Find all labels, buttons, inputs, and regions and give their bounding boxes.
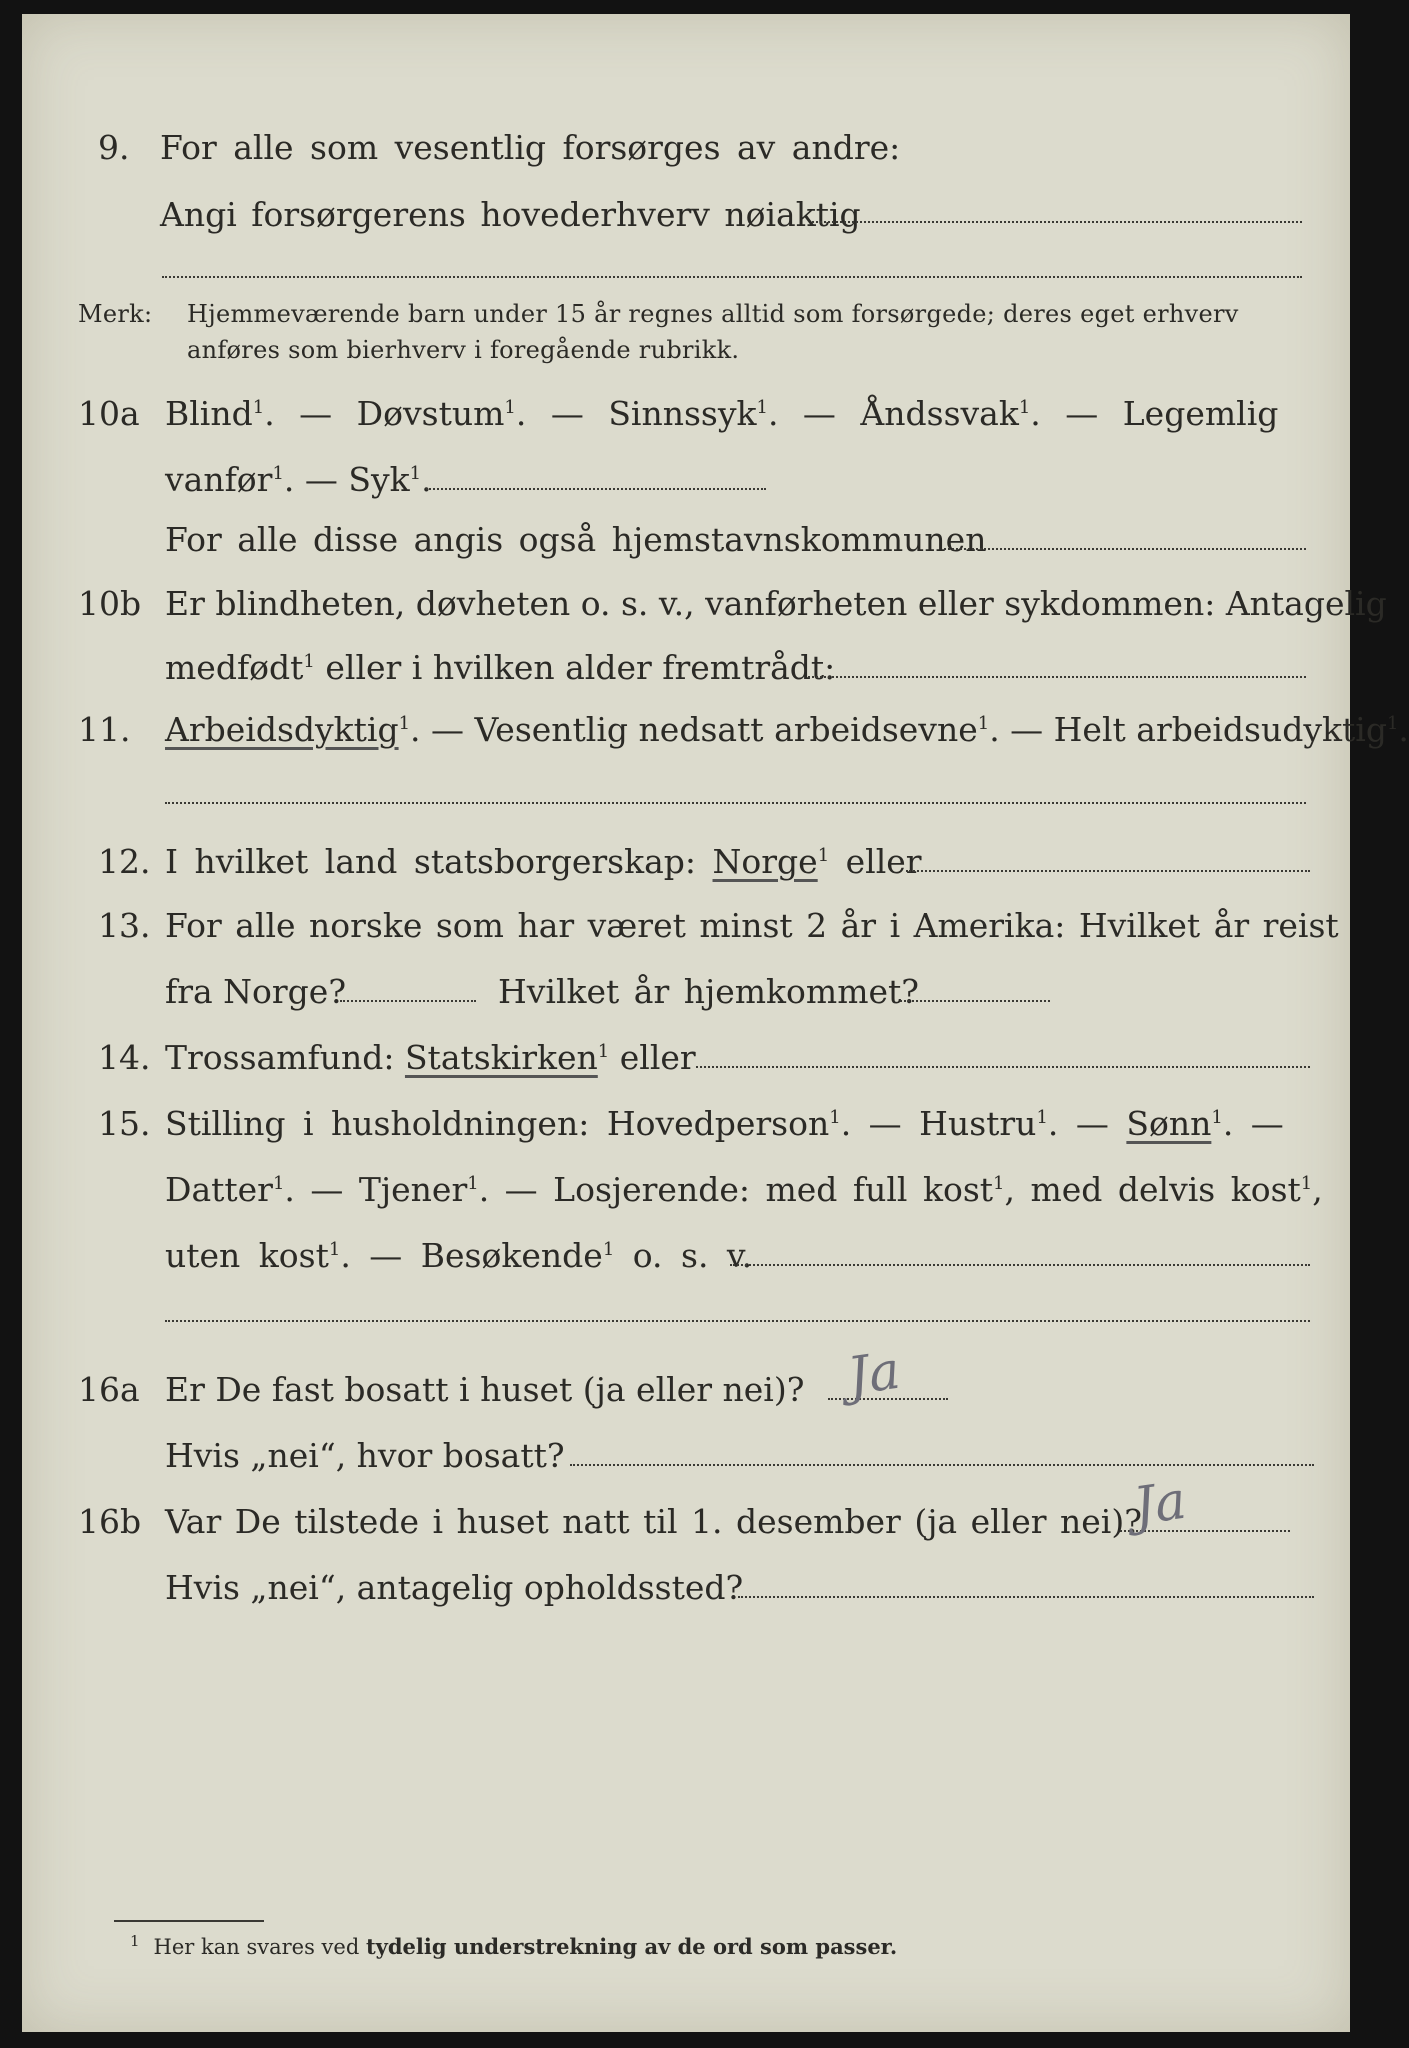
q15-line3: uten kost$^1$. — Besøkende$^1$ o. s. v. <box>165 1236 753 1275</box>
q15-answer-line-2[interactable] <box>165 1320 1310 1322</box>
footnote: $^1$ Her kan svares ved tydelig understrekning av de ord som passer. <box>130 1932 898 1959</box>
q13-line2a: fra Norge? <box>165 972 347 1011</box>
q13-line2b: Hvilket år hjemkommet? <box>498 972 919 1011</box>
q16b-number: 16b <box>78 1502 142 1541</box>
q14-answer-line[interactable] <box>696 1066 1310 1068</box>
q14-line: Trossamfund: Statskirken$^1$ eller <box>165 1038 696 1077</box>
q16a-line1: Er De fast bosatt i huset (ja eller nei)? <box>165 1370 805 1409</box>
census-form-page <box>22 14 1409 2032</box>
q12-underlined-answer: Norge <box>712 842 818 881</box>
q11-number: 11. <box>78 710 131 749</box>
q10b-number: 10b <box>78 584 142 623</box>
q10a-line1: Blind$^1$. — Døvstum$^1$. — Sinnssyk$^1$. — Åndssvak$^1$. — Legemlig <box>165 394 1279 433</box>
merk-line2: anføres som bierhverv i foregående rubrikk. <box>187 336 740 364</box>
q15-underlined-answer: Sønn <box>1126 1104 1212 1143</box>
q10b-answer-line[interactable] <box>808 676 1306 678</box>
q16a-handwritten-answer: Ja <box>844 1340 904 1408</box>
q9-answer-line-2[interactable] <box>162 276 1302 278</box>
merk-line1: Hjemmeværende barn under 15 år regnes alltid som forsørgede; deres eget erhverv <box>187 300 1239 328</box>
q12-line: I hvilket land statsborgerskap: Norge$^1$ eller <box>165 842 922 881</box>
q13-line1: For alle norske som har været minst 2 år i Amerika: Hvilket år reist <box>165 906 1339 945</box>
merk-label: Merk: <box>78 300 153 328</box>
q14-number: 14. <box>98 1038 151 1077</box>
q9-number: 9. <box>98 128 130 167</box>
q16b-handwritten-answer: Ja <box>1130 1470 1190 1538</box>
q11-answer-line[interactable] <box>165 802 1306 804</box>
q16b-line1: Var De tilstede i huset natt til 1. desember (ja eller nei)? <box>165 1502 1142 1541</box>
q9-answer-line[interactable] <box>812 221 1302 223</box>
q16a-where-answer-line[interactable] <box>570 1464 1314 1466</box>
q16a-line2: Hvis „nei“, hvor bosatt? <box>165 1436 565 1475</box>
q13-year-return-answer-line[interactable] <box>900 1000 1050 1002</box>
q12-answer-line[interactable] <box>906 870 1310 872</box>
q16b-line2: Hvis „nei“, antagelig opholdssted? <box>165 1568 744 1607</box>
footnote-rule <box>114 1920 264 1922</box>
q10b-line2: medfødt$^1$ eller i hvilken alder fremtrådt: <box>165 648 836 687</box>
q9-line2: Angi forsørgerens hovederhverv nøiaktig <box>160 195 861 234</box>
q13-year-left-answer-line[interactable] <box>340 1000 476 1002</box>
q10a-number: 10a <box>78 394 140 433</box>
q16b-where-answer-line[interactable] <box>738 1596 1314 1598</box>
q11-line: Arbeidsdyktig$^1$. — Vesentlig nedsatt arbeidsevne$^1$. — Helt arbeidsudyktig$^1$. <box>165 710 1409 749</box>
q10a-kommune-answer-line[interactable] <box>944 548 1306 550</box>
q10b-line1: Er blindheten, døvheten o. s. v., vanførheten eller sykdommen: Antagelig <box>165 584 1387 623</box>
q9-line1: For alle som vesentlig forsørges av andre: <box>160 128 901 167</box>
q10a-line3: For alle disse angis også hjemstavnskommunen <box>165 520 987 559</box>
q15-line1: Stilling i husholdningen: Hovedperson$^1$. — Hustru$^1$. — Sønn$^1$. — <box>165 1104 1284 1143</box>
q11-underlined-answer: Arbeidsdyktig <box>165 710 399 749</box>
q16a-number: 16a <box>78 1370 140 1409</box>
q15-number: 15. <box>98 1104 151 1143</box>
q10a-syk-answer-line[interactable] <box>426 488 766 490</box>
q15-answer-line[interactable] <box>730 1264 1310 1266</box>
q10a-line2: vanfør$^1$. — Syk$^1$. <box>165 460 432 499</box>
q12-number: 12. <box>98 842 151 881</box>
footnote-mark: 1 <box>130 1932 140 1950</box>
q15-line2: Datter$^1$. — Tjener$^1$. — Losjerende: med full kost$^1$, med delvis kost$^1$, <box>165 1170 1323 1209</box>
q13-number: 13. <box>98 906 151 945</box>
q14-underlined-answer: Statskirken <box>404 1038 598 1077</box>
